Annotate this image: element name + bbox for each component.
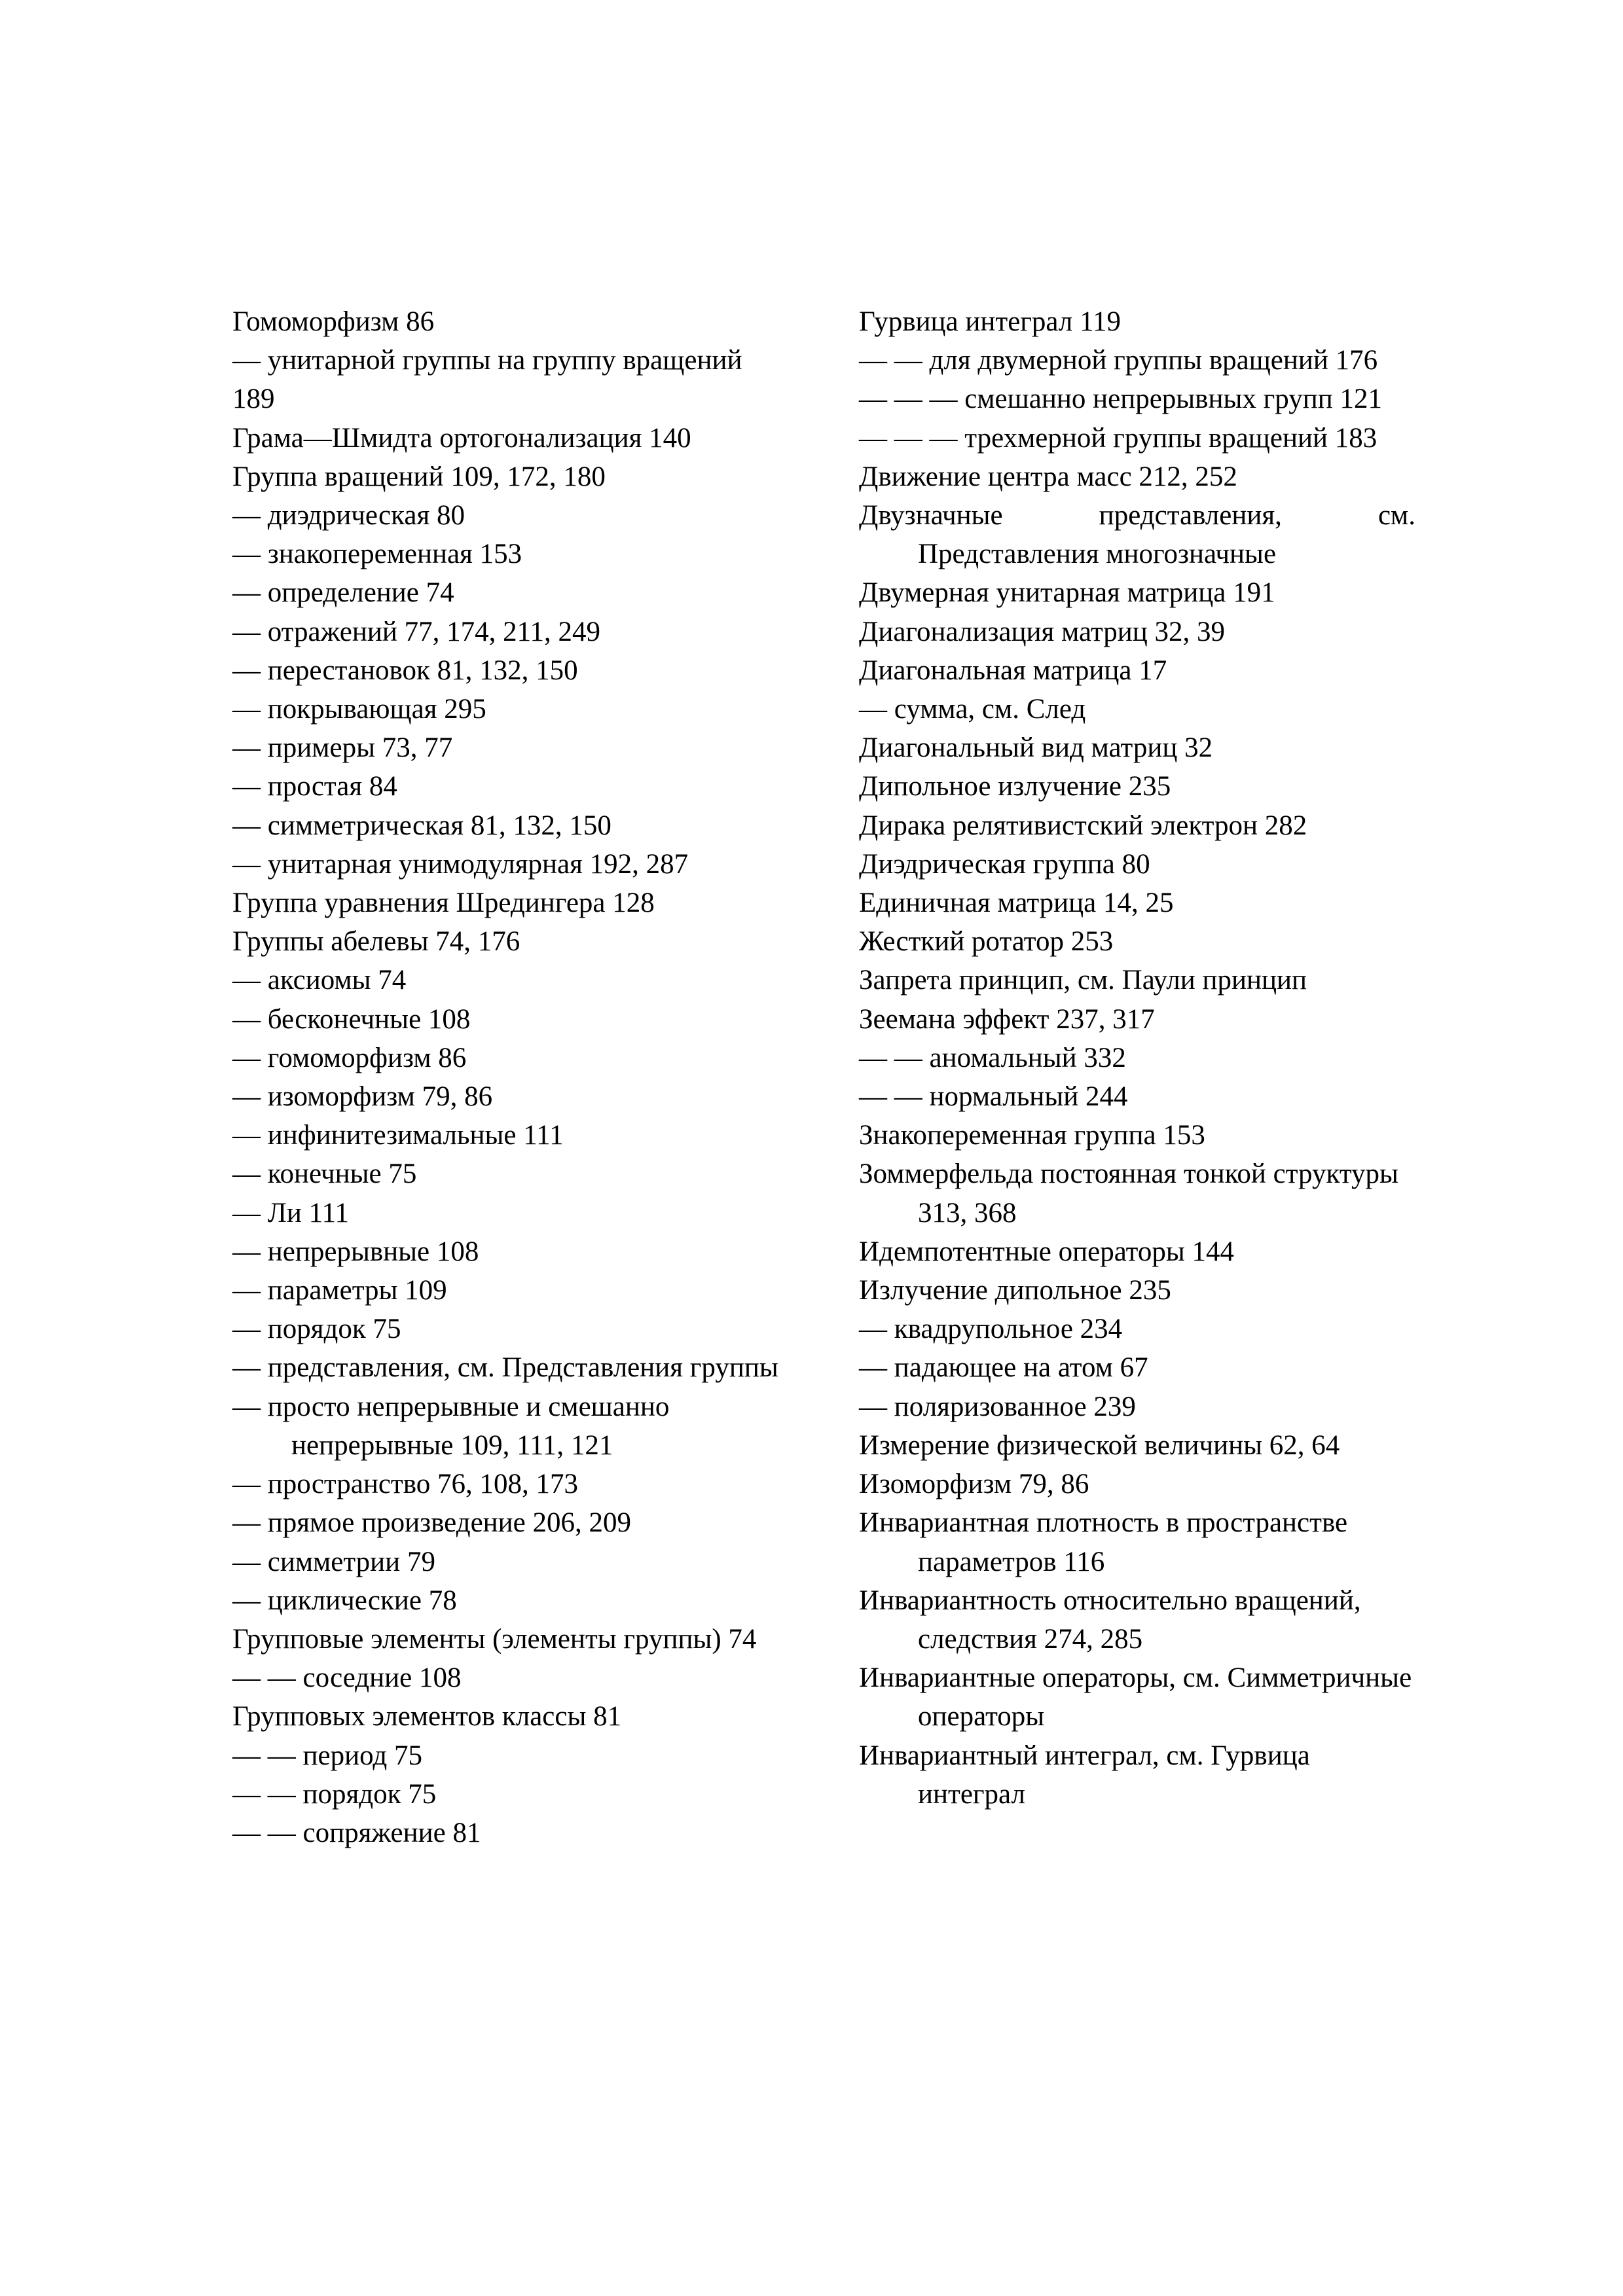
index-entry: Инвариантные операторы, см. Симметричные операторы	[859, 1662, 1412, 1732]
index-entry: — унитарная унимодулярная 192, 287	[232, 848, 689, 880]
index-entry: — аксиомы 74	[232, 965, 407, 996]
index-entry: Групповых элементов классы 81	[232, 1701, 622, 1732]
index-entry: — — соседние 108	[232, 1662, 462, 1694]
index-entry: Измерение физической величины 62, 64	[859, 1429, 1340, 1461]
index-entry: — поляризованное 239	[859, 1391, 1136, 1422]
index-entry: Группа уравнения Шредингера 128	[232, 888, 655, 919]
index-entry: — Ли 111	[232, 1197, 349, 1229]
index-entry: — бесконечные 108	[232, 1003, 471, 1035]
index-entry: — прямое произведение 206, 209	[232, 1507, 632, 1539]
index-entry: — отражений 77, 174, 211, 249	[232, 616, 601, 647]
index-entry: — простая 84	[232, 771, 397, 802]
index-entry: Изоморфизм 79, 86	[859, 1469, 1089, 1500]
index-entry: Гомоморфизм 86	[232, 306, 435, 337]
index-entry: — инфинитезимальные 111	[232, 1120, 564, 1151]
index-entry: Двузначные представления, см. Представления многозначные	[859, 500, 1415, 570]
index-entry: Групповые элементы (элементы группы) 74	[232, 1623, 757, 1655]
index-entry: Инвариантность относительно вращений, следствия 274, 285	[859, 1585, 1361, 1655]
index-entry: — просто непрерывные и смешанно непрерывные 109, 111, 121	[232, 1391, 670, 1461]
index-entry: Жесткий ротатор 253	[859, 926, 1114, 958]
index-entry: — — период 75	[232, 1740, 422, 1771]
index-entry: — непрерывные 108	[232, 1236, 479, 1267]
index-entry: — примеры 73, 77	[232, 732, 453, 764]
index-entry: Излучение дипольное 235	[859, 1275, 1171, 1306]
index-entry: Диэдрическая группа 80	[859, 848, 1150, 880]
index-entry: — квадрупольное 234	[859, 1314, 1123, 1345]
index-entry: — диэдрическая 80	[232, 500, 465, 531]
index-entry: Группа вращений 109, 172, 180	[232, 461, 606, 492]
index-entry: — симметрии 79	[232, 1546, 435, 1577]
index-entry: — — — трехмерной группы вращений 183	[859, 422, 1377, 454]
index-entry: — — нормальный 244	[859, 1081, 1128, 1113]
index-entry: Единичная матрица 14, 25	[859, 888, 1174, 919]
index-entry: Диагональный вид матриц 32	[859, 732, 1213, 764]
index-entry: Инвариантная плотность в пространстве параметров 116	[859, 1507, 1348, 1577]
index-entry: — — — смешанно непрерывных групп 121	[859, 384, 1382, 415]
index-entry: — пространство 76, 108, 173	[232, 1469, 578, 1500]
index-entry: — циклические 78	[232, 1585, 457, 1616]
index-entry: — падающее на атом 67	[859, 1352, 1148, 1384]
index-entry: Дипольное излучение 235	[859, 771, 1171, 802]
index-right-column	[859, 302, 1415, 1814]
index-entry: Зоммерфельда постоянная тонкой структуры 313, 368	[859, 1158, 1398, 1229]
index-entry: — знакопеременная 153	[232, 539, 522, 570]
index-entry: Инвариантный интеграл, см. Гурвица интеграл	[859, 1740, 1310, 1810]
index-entry: Зеемана эффект 237, 317	[859, 1003, 1155, 1035]
index-entry: — конечные 75	[232, 1158, 417, 1190]
index-entry: — перестановок 81, 132, 150	[232, 655, 578, 686]
index-entry: Двумерная унитарная матрица 191	[859, 577, 1275, 609]
index-entry: Знакопеременная группа 153	[859, 1120, 1205, 1151]
index-entry: — сумма, см. След	[859, 694, 1086, 725]
index-entry: — — аномальный 332	[859, 1042, 1126, 1073]
index-entry: — унитарной группы на группу вращений 189	[232, 345, 742, 415]
index-entry: — — сопряжение 81	[232, 1817, 481, 1848]
index-entry: — определение 74	[232, 577, 454, 609]
index-entry: — — порядок 75	[232, 1778, 437, 1810]
index-entry: — гомоморфизм 86	[232, 1042, 467, 1073]
index-entry: Группы абелевы 74, 176	[232, 926, 520, 958]
index-entry: — симметрическая 81, 132, 150	[232, 810, 611, 841]
index-entry: Движение центра масс 212, 252	[859, 461, 1237, 492]
index-entry: Запрета принцип, см. Паули принцип	[859, 965, 1307, 996]
index-entry: — покрывающая 295	[232, 694, 486, 725]
index-entry: Гурвица интеграл 119	[859, 306, 1121, 337]
index-entry: Диагональная матрица 17	[859, 655, 1167, 686]
index-entry: Идемпотентные операторы 144	[859, 1236, 1235, 1267]
index-left-column	[232, 302, 782, 1852]
index-entry: — порядок 75	[232, 1314, 401, 1345]
index-entry: Дирака релятивистский электрон 282	[859, 810, 1307, 841]
index-entry: — — для двумерной группы вращений 176	[859, 345, 1378, 376]
index-entry: — изоморфизм 79, 86	[232, 1081, 493, 1113]
index-entry: Грама—Шмидта ортогонализация 140	[232, 422, 691, 454]
index-entry: Диагонализация матриц 32, 39	[859, 616, 1226, 647]
index-entry: — параметры 109	[232, 1275, 447, 1306]
index-entry: — представления, см. Представления группы	[232, 1352, 778, 1384]
